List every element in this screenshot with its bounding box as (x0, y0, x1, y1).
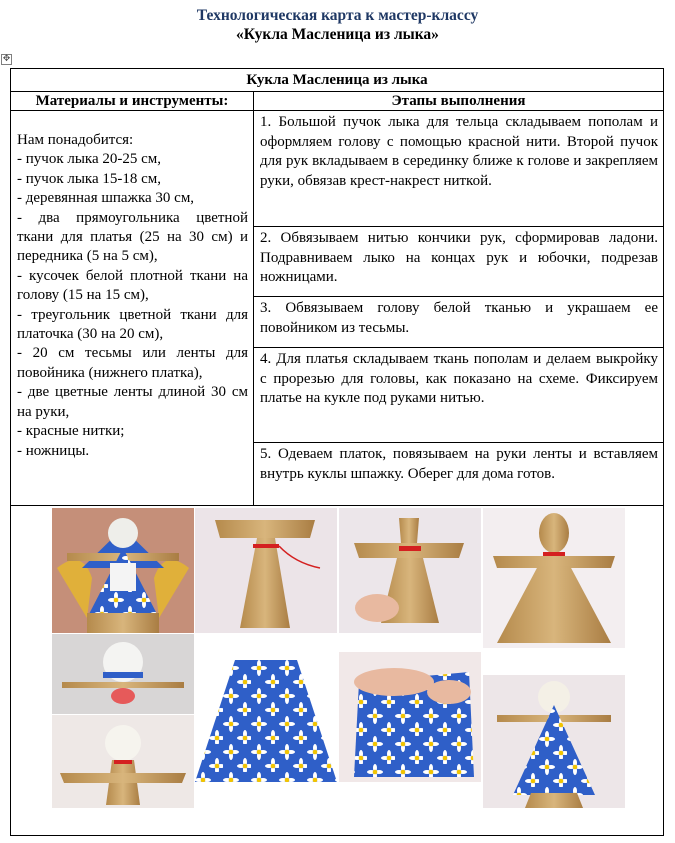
photo-doll-arms (483, 508, 625, 648)
photo-arms-insert (339, 508, 481, 633)
step-4: 4. Для платья складываем ткань пополам и делаем выкройку с прорезью для головы, как показано на схеме. Фиксируем платье на кукле под руками нитью. (260, 351, 658, 407)
step-2: 2. Обвязываем нитью кончики рук, сформировав ладони. Подравниваем лыко на концах рук и юбочки, подрезав ножницами. (260, 230, 658, 286)
material-item: - ножницы. (17, 442, 90, 459)
table-heading: Кукла Масленица из лыка (246, 72, 428, 88)
photo-dressed-doll (483, 675, 625, 808)
document-title (0, 6, 675, 44)
title-line-2: «Кукла Масленица из лыка» (236, 26, 439, 43)
photo-row-divider (11, 505, 663, 506)
step-divider (254, 347, 663, 348)
material-item: - пучок лыка 20-25 см, (17, 151, 162, 168)
step-3: 3. Обвязываем голову белой тканью и украшаем ее повойником из тесьмы. (260, 300, 658, 336)
materials-header: Материалы и инструменты: (35, 93, 229, 109)
material-item: - 20 см тесьмы или ленты для повойника (нижнего платка), (17, 345, 248, 381)
material-item: - две цветные ленты длиной 30 см на руки, (17, 384, 248, 420)
material-item: - треугольник цветной ткани для платочка (30 на 20 см), (17, 306, 248, 343)
material-item: - деревянная шпажка 30 см, (17, 190, 195, 207)
step-1: 1. Большой пучок лыка для тельца складываем пополам и оформляем голову с помощью красной нити. Второй пучок для рук вкладываем в серединку ближе к голове и закрепляем руки, обвязав крест-накрест ниткой. (260, 114, 658, 189)
photo-fabric-pattern (195, 660, 337, 782)
step-divider (254, 226, 663, 227)
materials-intro: Нам понадобится: (17, 132, 134, 148)
step-5: 5. Одеваем платок, повязываем на руки ленты и вставляем внутрь куклы шпажку. Оберег для дома готов. (260, 446, 658, 482)
photo-doll-head-white (52, 634, 194, 714)
material-item: - пучок лыка 15-18 см, (17, 170, 162, 187)
photo-finished-doll (52, 508, 194, 633)
photo-fabric-cutting (339, 652, 481, 782)
move-anchor-icon[interactable]: ✥ (2, 54, 11, 64)
step-divider (254, 296, 663, 297)
materials-list (17, 131, 248, 461)
steps-header: Этапы выполнения (391, 93, 526, 109)
title-line-1: Технологическая карта к мастер-классу (196, 7, 479, 24)
step-divider (254, 442, 663, 443)
photo-doll-tying-head (52, 715, 194, 808)
photo-bast-bundle (195, 508, 337, 633)
material-item: - красные нитки; (17, 423, 125, 440)
material-item: - два прямоугольника цветной ткани для платья (25 на 30 см) и передника (5 на 5 см), (17, 209, 248, 265)
table-divider (11, 110, 663, 111)
material-item: - кусочек белой плотной ткани на голову (15 на 15 см), (17, 267, 248, 304)
